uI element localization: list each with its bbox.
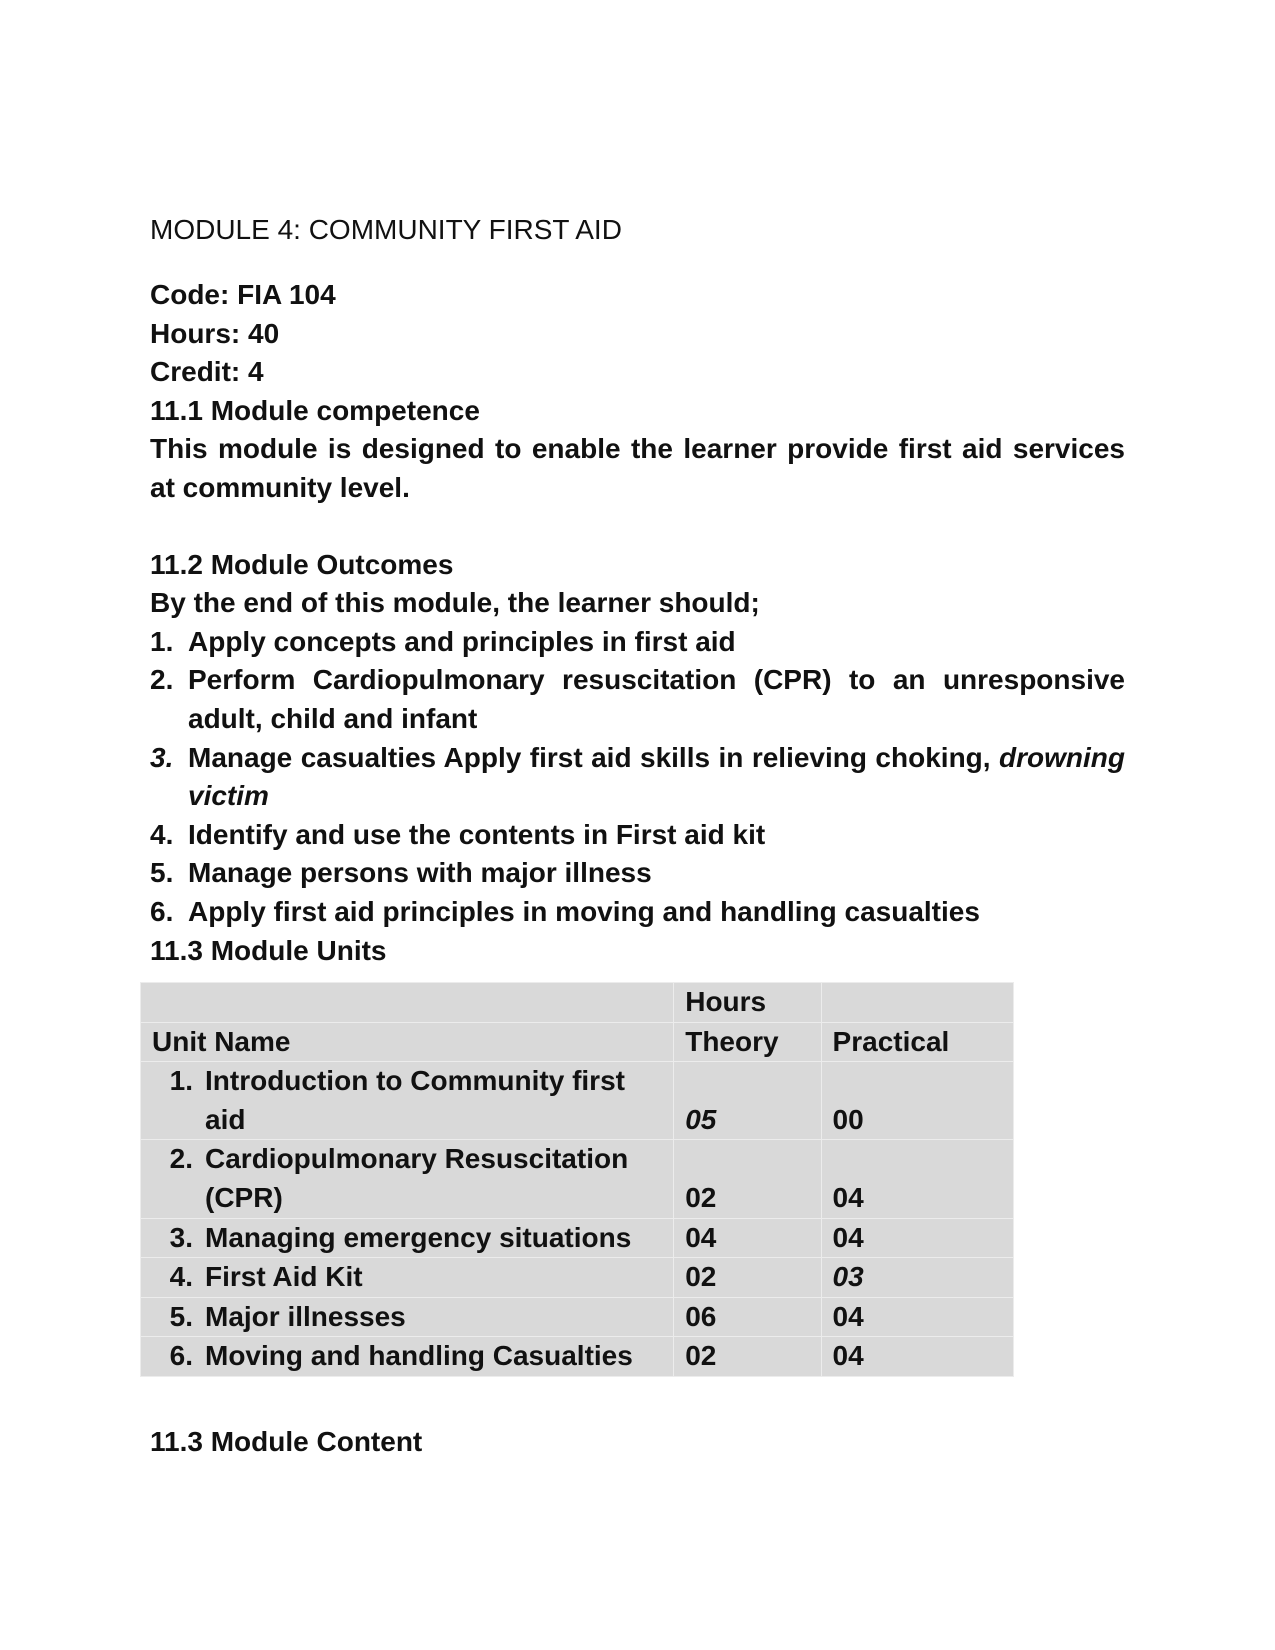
- unit-number: 6.: [169, 1340, 193, 1372]
- list-item: [150, 854, 1125, 893]
- list-item-number: 2.: [150, 664, 174, 696]
- list-item-number: 1.: [150, 625, 174, 657]
- unit-name-cell: [141, 1258, 674, 1298]
- unit-name-cell: [141, 1062, 674, 1140]
- practical-cell: 00: [821, 1062, 1013, 1140]
- list-item-text: Identify and use the contents in First aid kit: [188, 818, 766, 850]
- practical-header: Practical: [821, 1022, 1013, 1062]
- theory-cell: 02: [674, 1140, 821, 1218]
- hours-header: Hours: [674, 983, 821, 1023]
- unit-name: Moving and handling Casualties: [205, 1340, 633, 1372]
- list-item: [150, 623, 1125, 662]
- list-item-text: Manage persons with major illness: [188, 857, 652, 889]
- list-item: [150, 661, 1125, 738]
- unit-number: 4.: [169, 1261, 193, 1293]
- unit-name: Major illnesses: [205, 1300, 406, 1332]
- unit-name-cell: [141, 1337, 674, 1377]
- unit-entry: [152, 1219, 673, 1258]
- table-header-cell: [821, 983, 1013, 1023]
- module-title: MODULE 4: COMMUNITY FIRST AID: [150, 214, 622, 245]
- list-item-text: Apply first aid principles in moving and handling casualties: [188, 895, 980, 927]
- theory-cell: 04: [674, 1218, 821, 1258]
- unit-name-line: Introduction to Community first: [205, 1065, 625, 1097]
- document-page: [150, 210, 1125, 970]
- list-item-text-wrap: [188, 739, 1125, 816]
- practical-cell: 04: [821, 1140, 1013, 1218]
- table-row: [141, 1140, 1014, 1218]
- unit-number: 3.: [169, 1221, 193, 1253]
- unit-name-header: Unit Name: [141, 1022, 674, 1062]
- competence-text: This module is designed to enable the learner provide first aid services at community level.: [150, 433, 1125, 503]
- unit-entry: [152, 1298, 673, 1337]
- content-heading: 11.3 Module Content: [150, 1426, 423, 1457]
- unit-number: 5.: [169, 1300, 193, 1332]
- practical-cell: 04: [821, 1297, 1013, 1337]
- unit-number: 2.: [169, 1143, 193, 1175]
- module-meta: [150, 276, 1125, 508]
- module-credit: Credit: 4: [150, 356, 264, 388]
- unit-entry: [152, 1062, 673, 1139]
- units-heading: 11.3 Module Units: [150, 934, 387, 966]
- module-units-table: [140, 982, 1014, 1377]
- table-row: [141, 1258, 1014, 1298]
- table-header-cell: [141, 983, 674, 1023]
- list-item-text: Apply concepts and principles in first aid: [188, 625, 736, 657]
- unit-entry: [152, 1337, 673, 1376]
- unit-entry: [152, 1258, 673, 1297]
- list-item: [150, 816, 1125, 855]
- unit-name: Managing emergency situations: [205, 1221, 632, 1253]
- theory-cell: 06: [674, 1297, 821, 1337]
- unit-name: First Aid Kit: [205, 1261, 363, 1293]
- outcomes-heading: 11.2 Module Outcomes: [150, 548, 454, 580]
- list-item-number: 6.: [150, 895, 174, 927]
- list-item-text: Manage casualties Apply first aid skills in relieving choking,: [188, 741, 991, 773]
- table-header-row: [141, 983, 1014, 1023]
- practical-cell: 04: [821, 1218, 1013, 1258]
- outcomes-intro: By the end of this module, the learner should;: [150, 587, 760, 619]
- unit-number: 1.: [169, 1065, 193, 1097]
- module-hours: Hours: 40: [150, 317, 280, 349]
- theory-header: Theory: [674, 1022, 821, 1062]
- table-header-row: [141, 1022, 1014, 1062]
- practical-cell: 04: [821, 1337, 1013, 1377]
- list-item: [150, 739, 1125, 816]
- list-item-number: 5.: [150, 857, 174, 889]
- table-row: [141, 1297, 1014, 1337]
- unit-name-line: Cardiopulmonary Resuscitation: [205, 1143, 629, 1175]
- theory-cell: 02: [674, 1337, 821, 1377]
- list-item-text: Perform Cardiopulmonary resuscitation (CPR) to an unresponsive adult, child and infant: [188, 664, 1125, 734]
- table-row: [141, 1337, 1014, 1377]
- unit-name-cell: [141, 1140, 674, 1218]
- unit-name-line: aid: [205, 1103, 246, 1135]
- table-row: [141, 1218, 1014, 1258]
- unit-entry: [152, 1140, 673, 1217]
- unit-name: [205, 1140, 673, 1217]
- unit-name-line: (CPR): [205, 1181, 283, 1213]
- unit-name-cell: [141, 1218, 674, 1258]
- outcomes-list: [150, 623, 1125, 932]
- module-code: Code: FIA 104: [150, 279, 336, 310]
- table-row: [141, 1062, 1014, 1140]
- list-item-number: 4.: [150, 818, 174, 850]
- list-item-number: 3.: [150, 741, 174, 773]
- theory-cell: 05: [674, 1062, 821, 1140]
- unit-name: [205, 1062, 673, 1139]
- theory-cell: 02: [674, 1258, 821, 1298]
- practical-cell: 03: [821, 1258, 1013, 1298]
- competence-heading: 11.1 Module competence: [150, 394, 480, 426]
- list-item-text-italic: drowning victim: [188, 741, 1125, 812]
- unit-name-cell: [141, 1297, 674, 1337]
- list-item: [150, 893, 1125, 932]
